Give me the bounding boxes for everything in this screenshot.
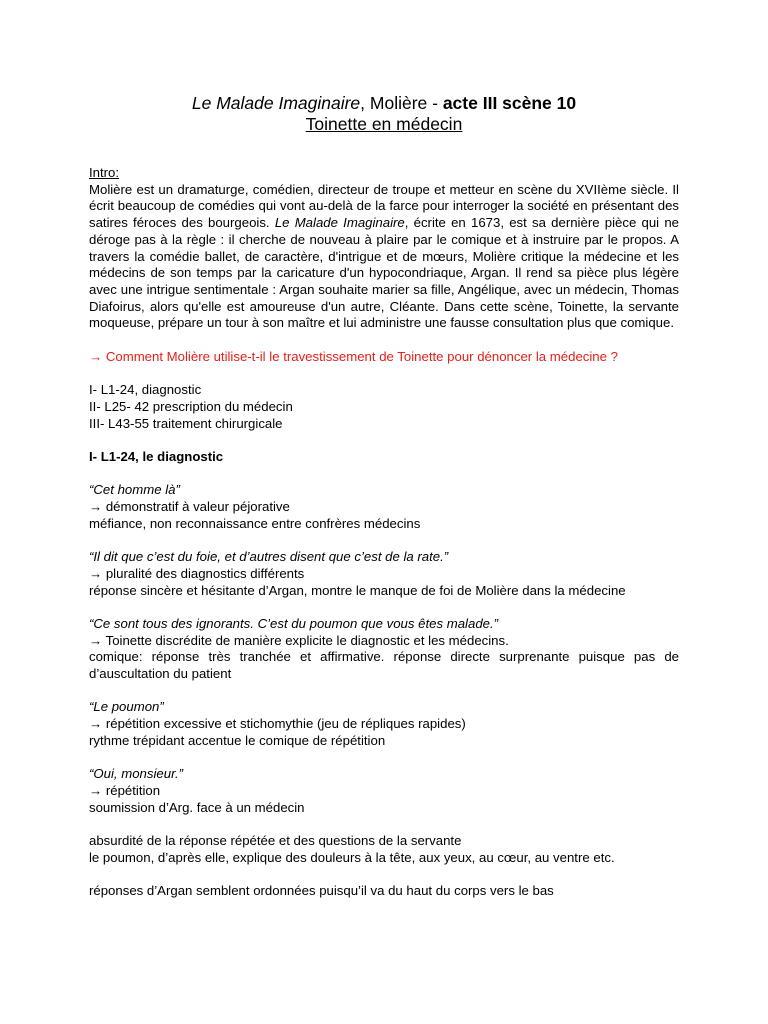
analysis-line: soumission d’Arg. face à un médecin [89, 799, 305, 815]
section-heading: I- L1-24, le diagnostic [89, 448, 224, 464]
quote: “Cet homme là” [89, 482, 180, 498]
analysis-paragraph: comique: réponse très tranchée et affirmative. réponse directe surprenante puisque pas de d’auscultation du patient [89, 649, 679, 681]
analysis-line: → pluralité des diagnostics différents [89, 565, 305, 581]
intro-paragraph: Molière est un dramaturge, comédien, directeur de troupe et metteur en scène du XVIIème siècle. Il écrit beaucoup de comédies qui vont au-delà de la farce pour interroger la société en présentant des satires féroces des bourgeois. Le Malade Imaginaire, écrite en 1673, est sa dernière pièce qui ne déroge pas à la règle : il cherche de nouveau à plaire par le comique et à instruire par le propos. A travers la comédie ballet, de caractère, d'intrigue et de mœurs, Molière critique la médecine et les médecins de son temps par la caricature d'un hypocondriaque, Argan. Il rend sa pièce plus légère avec une intrigue sentimentale : Argan souhaite marier sa fille, Angélique, avec un médecin, Thomas Diafoirus, alors qu'elle est amoureuse d'un autre, Cléante. Dans cette scène, Toinette, la servante moqueuse, prépare un tour à son maître et lui administre une fausse consultation plus que comique. [89, 181, 679, 331]
analysis-line: → Toinette discrédite de manière explicite le diagnostic et les médecins. [89, 632, 509, 648]
analysis-line: réponse sincère et hésitante d’Argan, montre le manque de foi de Molière dans la médecine [89, 582, 626, 598]
plan-item: II- L25- 42 prescription du médecin [89, 398, 293, 414]
document-page [89, 93, 679, 900]
analysis-line: méfiance, non reconnaissance entre confrères médecins [89, 515, 421, 531]
problematic-question: → Comment Molière utilise-t-il le travestissement de Toinette pour dénoncer la médecine ? [89, 348, 618, 364]
intro-label: Intro: [89, 165, 120, 180]
plan-item: I- L1-24, diagnostic [89, 382, 202, 398]
analysis-line: réponses d’Argan semblent ordonnées puisqu’il va du haut du corps vers le bas [89, 883, 554, 899]
quote: “Il dit que c’est du foie, et d’autres disent que c’est de la rate.” [89, 549, 449, 565]
title-work: Le Malade Imaginaire [191, 93, 361, 113]
plan-item: III- L43-55 traitement chirurgicale [89, 415, 283, 431]
analysis-line: rythme trépidant accentue le comique de répétition [89, 732, 386, 748]
analysis-line: absurdité de la réponse répétée et des questions de la servante [89, 832, 462, 848]
quote: “Le poumon” [89, 699, 164, 715]
document-title [89, 93, 679, 114]
document-subtitle: Toinette en médecin [305, 114, 463, 134]
title-scene: acte III scène 10 [442, 93, 577, 113]
analysis-line: → démonstratif à valeur péjorative [89, 499, 290, 514]
analysis-line: → répétition [89, 782, 161, 798]
title-author: , Molière - [360, 93, 443, 113]
analysis-line: → répétition excessive et stichomythie (jeu de répliques rapides) [89, 716, 466, 732]
quote: “Ce sont tous des ignorants. C’est du poumon que vous êtes malade.” [89, 615, 499, 631]
analysis-line: le poumon, d’après elle, explique des douleurs à la tête, aux yeux, au cœur, au ventre etc. [89, 849, 615, 865]
quote: “Oui, monsieur.” [89, 766, 184, 782]
